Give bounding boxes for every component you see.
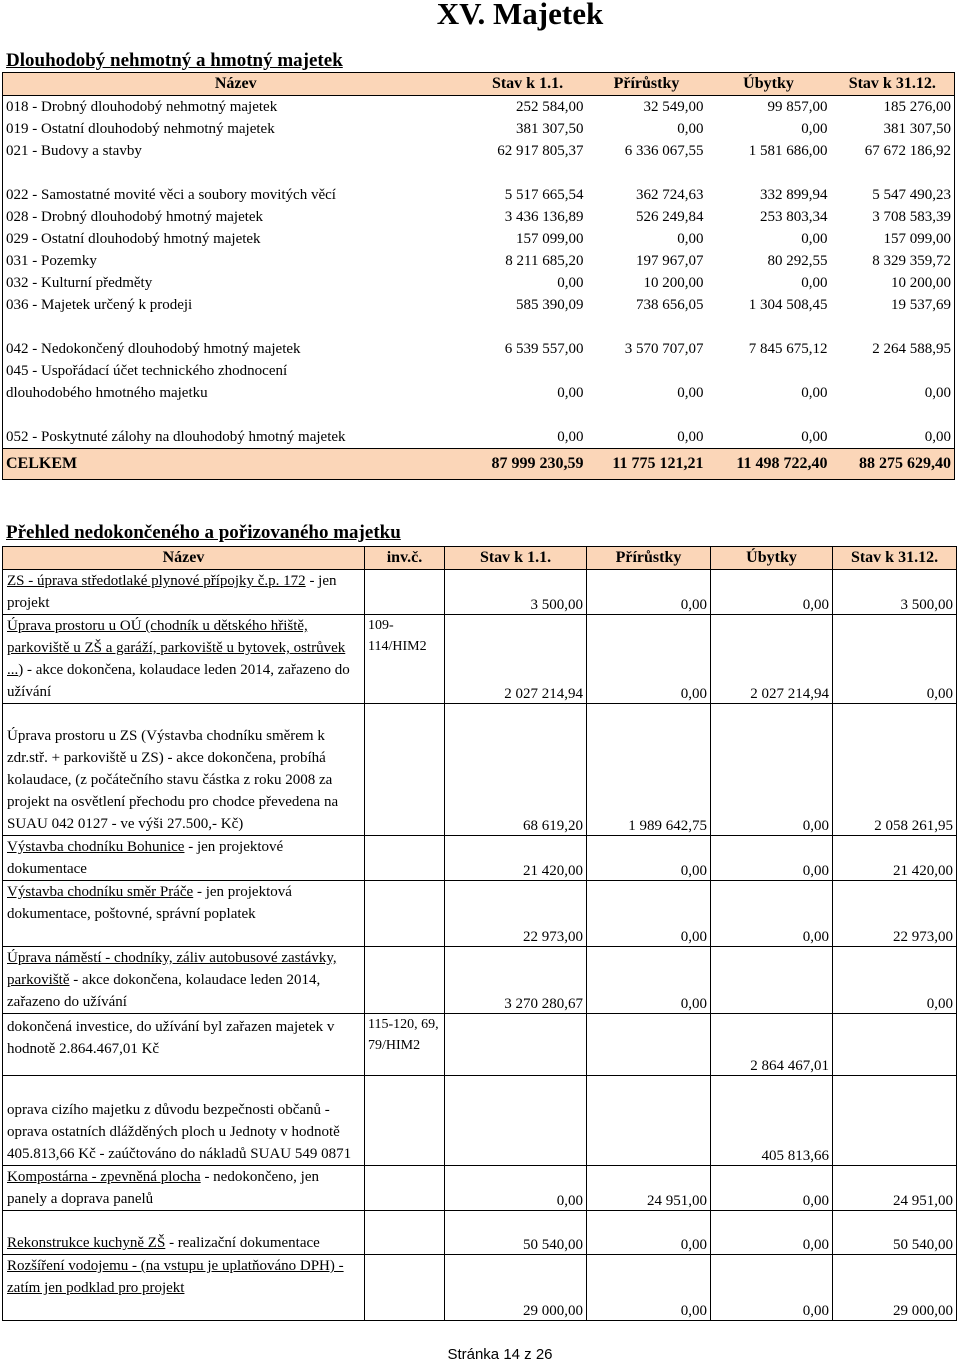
total-label: CELKEM [3,449,469,480]
inventory-number [365,947,445,1014]
table-row [3,1211,957,1255]
additions: 0,00 [677,231,704,247]
project-note: - realizační dokumentace [165,1235,320,1251]
project-title: ZS - úprava středotlaké plynové přípojky č.p. 172 [7,573,306,589]
disposals: 332 899,94 [760,187,828,203]
column-header: Název [3,73,469,96]
additions: 32 549,00 [643,99,704,115]
project-note: - akce dokončena, kolaudace leden 2014, zařazeno do užívání [7,972,321,1010]
disposals: 7 845 675,12 [748,341,828,357]
unfinished-assets-table [2,546,957,1321]
additions: 0,00 [587,947,711,1014]
account-name: 045 - Uspořádací účet technického zhodnocení dlouhodobého hmotného majetku [6,363,288,401]
disposals: 0,00 [711,570,833,615]
additions: 0,00 [587,836,711,881]
disposals: 0,00 [711,1166,833,1211]
project-note: - jen projektové dokumentace [7,839,284,877]
project-note: - jen projekt [7,573,337,611]
project-note: oprava cizího majetku z důvodu bezpečnosti občanů - oprava ostatních dlážděných ploch u Jednoty v hodnotě 405.813,66 Kč - zaúčtováno do nákladů SUAU 549 0871 [7,1102,352,1162]
project-name [3,836,365,881]
closing-balance: 2 058 261,95 [833,704,957,836]
closing-balance: 0,00 [833,947,957,1014]
table-row [3,294,955,316]
opening-balance: 3 500,00 [445,570,587,615]
column-header: Úbytky [707,73,831,96]
table-row [3,228,955,250]
disposals: 0,00 [801,429,828,445]
project-name [3,1014,365,1076]
table-row [3,1076,957,1166]
disposals: 0,00 [711,1211,833,1255]
table-row [3,404,955,449]
opening-balance [445,1014,587,1076]
total-opening-balance: 87 999 230,59 [469,449,587,480]
additions: 362 724,63 [636,187,704,203]
additions: 3 570 707,07 [624,341,704,357]
project-note: Úprava prostoru u ZS (Výstavba chodníku směrem k zdr.stř. + parkoviště u ZS) - akce dokončena, probíhá kolaudace, (z počátečního stavu částka z roku 2008 za projekt na osvětlení přechodu pro chodce převedena na SUAU 042 0127 - ve výši 27.500,- Kč) [7,728,339,832]
account-name: 028 - Drobný dlouhodobý hmotný majetek [6,209,264,225]
closing-balance: 67 672 186,92 [864,143,951,159]
disposals: 0,00 [711,704,833,836]
opening-balance: 50 540,00 [445,1211,587,1255]
project-note: - nedokončeno, jen panely a doprava panelů [7,1169,319,1207]
closing-balance: 8 329 359,72 [872,253,951,269]
disposals: 0,00 [711,1255,833,1321]
disposals: 0,00 [801,385,828,401]
additions: 197 967,07 [636,253,704,269]
additions: 738 656,05 [636,297,704,313]
closing-balance: 19 537,69 [891,297,951,313]
additions: 6 336 067,55 [624,143,704,159]
closing-balance: 5 547 490,23 [872,187,951,203]
opening-balance: 0,00 [445,1166,587,1211]
opening-balance: 68 619,20 [445,704,587,836]
project-name [3,1166,365,1211]
table-row [3,615,957,704]
total-row [3,449,955,480]
opening-balance: 3 436 136,89 [504,209,584,225]
account-name: 052 - Poskytnuté zálohy na dlouhodobý hmotný majetek [6,429,346,445]
additions: 0,00 [587,1255,711,1321]
disposals: 2 027 214,94 [711,615,833,704]
table-header-row [3,547,957,570]
table-row [3,570,957,615]
inventory-number: 109-114/HIM2 [365,615,445,704]
opening-balance: 5 517 665,54 [504,187,584,203]
project-note: dokončená investice, do užívání byl zařazen majetek v hodnotě 2.864.467,01 Kč [7,1019,335,1057]
additions: 0,00 [587,1211,711,1255]
project-name [3,1211,365,1255]
additions: 526 249,84 [636,209,704,225]
table-row [3,704,957,836]
closing-balance: 0,00 [833,615,957,704]
table-row [3,316,955,360]
project-name [3,570,365,615]
additions [587,1076,711,1166]
closing-balance: 21 420,00 [833,836,957,881]
table-row [3,836,957,881]
section-title-unfinished-assets: Přehled nedokončeného a pořizovaného majetku [6,522,401,543]
column-header: inv.č. [365,547,445,570]
account-name: 036 - Majetek určený k prodeji [6,297,193,313]
column-header: Stav k 31.12. [831,73,955,96]
project-title: Rozšíření vodojemu - (na vstupu je uplatňováno DPH) - zatím jen podklad pro projekt [7,1258,344,1296]
project-note: - jen projektová dokumentace, poštovné, správní poplatek [7,884,292,922]
inventory-number [365,570,445,615]
table-row [3,162,955,206]
disposals: 80 292,55 [767,253,828,269]
opening-balance: 3 270 280,67 [445,947,587,1014]
section-title-fixed-assets: Dlouhodobý nehmotný a hmotný majetek [6,50,343,71]
additions: 0,00 [587,881,711,947]
opening-balance: 62 917 805,37 [497,143,584,159]
table-header-row [3,73,955,96]
inventory-number: 115-120, 69, 79/HIM2 [365,1014,445,1076]
project-name [3,947,365,1014]
column-header: Úbytky [711,547,833,570]
table-row [3,140,955,162]
table-row [3,250,955,272]
disposals: 0,00 [801,275,828,291]
closing-balance: 3 500,00 [833,570,957,615]
account-name: 042 - Nedokončený dlouhodobý hmotný majetek [6,341,301,357]
table-row [3,118,955,140]
total-closing-balance: 88 275 629,40 [831,449,955,480]
closing-balance [833,1014,957,1076]
additions: 0,00 [587,615,711,704]
disposals: 99 857,00 [767,99,828,115]
project-note: ) - akce dokončena, kolaudace leden 2014, zařazeno do užívání [7,662,350,700]
column-header: Název [3,547,365,570]
account-name: 018 - Drobný dlouhodobý nehmotný majetek [6,99,278,115]
column-header: Stav k 1.1. [469,73,587,96]
project-title: Úprava náměstí - chodníky, záliv autobusové zastávky, parkoviště [7,950,337,988]
additions [587,1014,711,1076]
closing-balance: 2 264 588,95 [872,341,951,357]
table-row [3,1255,957,1321]
project-title: Kompostárna - zpevněná plocha [7,1169,201,1185]
inventory-number [365,1166,445,1211]
table-row [3,206,955,228]
opening-balance [445,1076,587,1166]
column-header: Stav k 31.12. [833,547,957,570]
project-name [3,1255,365,1321]
project-name [3,704,365,836]
inventory-number [365,1076,445,1166]
inventory-number [365,1255,445,1321]
opening-balance: 21 420,00 [445,836,587,881]
column-header: Přírůstky [587,547,711,570]
additions: 0,00 [677,385,704,401]
inventory-number [365,1211,445,1255]
table-row [3,1166,957,1211]
disposals: 253 803,34 [760,209,828,225]
closing-balance: 10 200,00 [891,275,951,291]
project-title: Výstavba chodníku Bohunice [7,839,185,855]
table-row [3,1014,957,1076]
project-name [3,881,365,947]
additions: 0,00 [677,429,704,445]
closing-balance: 185 276,00 [883,99,951,115]
table-row [3,881,957,947]
closing-balance: 3 708 583,39 [872,209,951,225]
table-row [3,272,955,294]
opening-balance: 585 390,09 [516,297,584,313]
additions: 0,00 [677,121,704,137]
opening-balance: 381 307,50 [516,121,584,137]
additions: 0,00 [587,570,711,615]
closing-balance: 381 307,50 [883,121,951,137]
opening-balance: 29 000,00 [445,1255,587,1321]
account-name: 019 - Ostatní dlouhodobý nehmotný majetek [6,121,275,137]
table-row [3,947,957,1014]
opening-balance: 252 584,00 [516,99,584,115]
project-title: Rekonstrukce kuchyně ZŠ [7,1235,166,1251]
closing-balance: 22 973,00 [833,881,957,947]
column-header: Přírůstky [587,73,707,96]
account-name: 021 - Budovy a stavby [6,143,142,159]
table-row [3,360,955,404]
account-name: 032 - Kulturní předměty [6,275,153,291]
opening-balance: 0,00 [557,275,584,291]
disposals: 0,00 [711,881,833,947]
disposals: 0,00 [801,121,828,137]
account-name: 029 - Ostatní dlouhodobý hmotný majetek [6,231,261,247]
opening-balance: 22 973,00 [445,881,587,947]
disposals: 405 813,66 [711,1076,833,1166]
additions: 24 951,00 [587,1166,711,1211]
account-name: 022 - Samostatné movité věci a soubory movitých věcí [6,187,336,203]
disposals: 0,00 [801,231,828,247]
opening-balance: 6 539 557,00 [504,341,584,357]
total-disposals: 11 498 722,40 [707,449,831,480]
disposals [711,947,833,1014]
closing-balance: 0,00 [924,429,951,445]
closing-balance: 0,00 [924,385,951,401]
inventory-number [365,836,445,881]
closing-balance: 157 099,00 [883,231,951,247]
opening-balance: 0,00 [557,385,584,401]
account-name: 031 - Pozemky [6,253,97,269]
project-name [3,1076,365,1166]
closing-balance: 24 951,00 [833,1166,957,1211]
inventory-number [365,881,445,947]
inventory-number [365,704,445,836]
closing-balance: 29 000,00 [833,1255,957,1321]
disposals: 0,00 [711,836,833,881]
disposals: 2 864 467,01 [711,1014,833,1076]
total-additions: 11 775 121,21 [587,449,707,480]
additions: 1 989 642,75 [587,704,711,836]
additions: 10 200,00 [643,275,704,291]
disposals: 1 304 508,45 [748,297,828,313]
opening-balance: 0,00 [557,429,584,445]
closing-balance: 50 540,00 [833,1211,957,1255]
disposals: 1 581 686,00 [748,143,828,159]
opening-balance: 2 027 214,94 [445,615,587,704]
project-name [3,615,365,704]
page-title: XV. Majetek [436,0,604,31]
page-footer: Stránka 14 z 26 [447,1346,553,1363]
column-header: Stav k 1.1. [445,547,587,570]
opening-balance: 8 211 685,20 [505,253,584,269]
project-title: Výstavba chodníku směr Práče [7,884,194,900]
closing-balance [833,1076,957,1166]
opening-balance: 157 099,00 [516,231,584,247]
fixed-assets-table [2,72,955,480]
project-title: Úprava prostoru u OÚ (chodník u dětského hřiště, parkoviště u ZŠ a garáží, parkoviště u bytovek, ostrůvek ... [7,618,346,678]
table-row [3,96,955,119]
